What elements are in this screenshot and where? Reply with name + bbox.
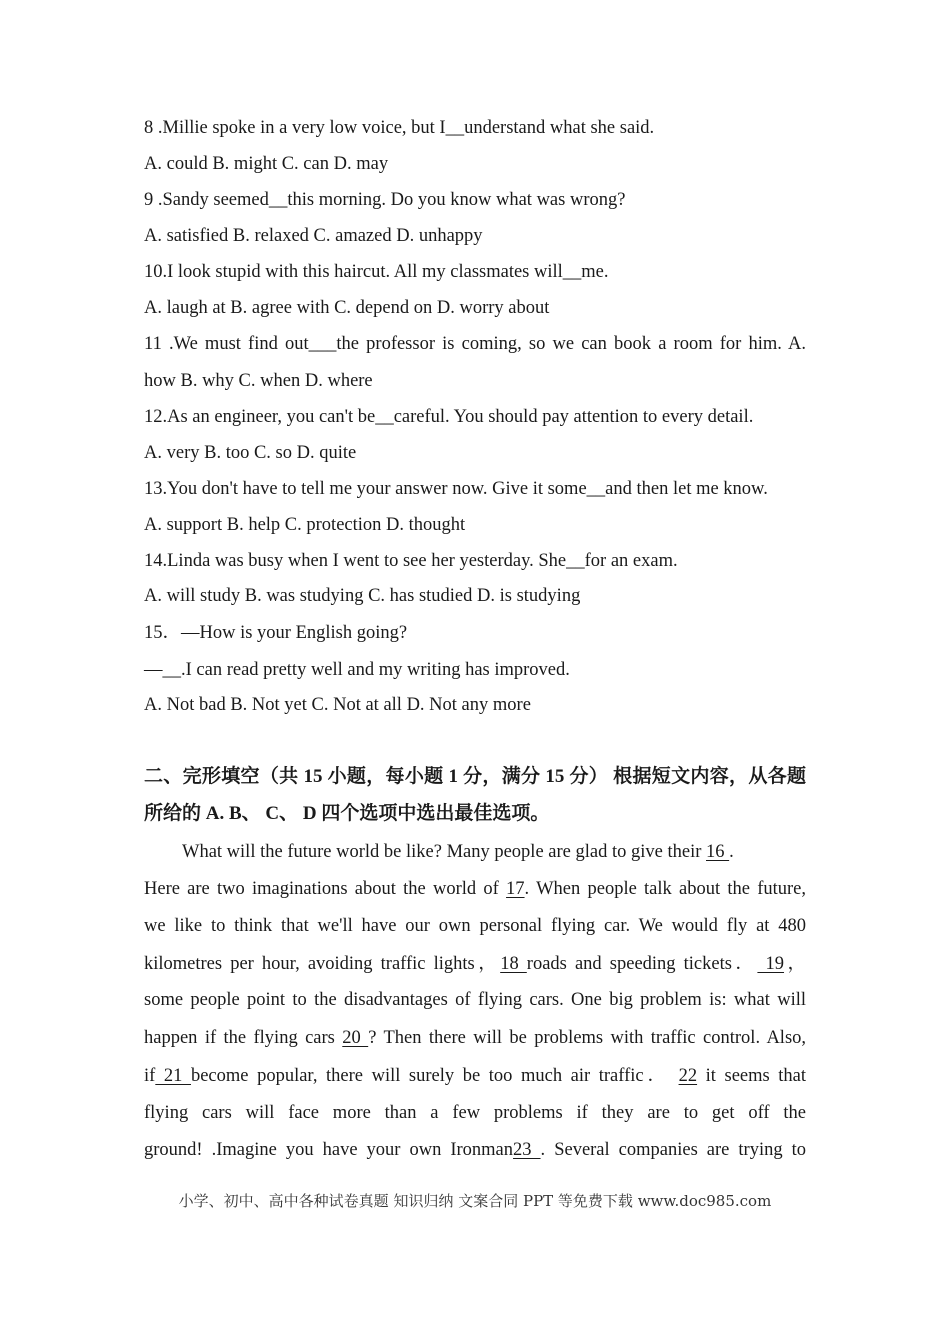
passage-text: Here are two imaginations about the world of: [144, 879, 507, 899]
passage-text: roads and speeding tickets．: [526, 954, 758, 974]
question-8: 8 .Millie spoke in a very low voice, but I__understand what she said.: [144, 118, 655, 138]
blank-22: 22: [678, 1066, 698, 1086]
passage-line: [144, 952, 806, 976]
blank-18: 18: [500, 954, 527, 974]
blank-19: 19: [757, 954, 785, 974]
passage-text: .: [729, 842, 734, 862]
blank-21: 21: [155, 1066, 191, 1086]
question-15-options: A. Not bad B. Not yet C. Not at all D. Not any more: [144, 695, 531, 715]
passage-text: happen if the flying cars: [144, 1028, 343, 1048]
question-15-reply: —__.I can read pretty well and my writing has improved.: [144, 660, 570, 680]
blank-17: 17: [506, 879, 525, 899]
question-10: 10.I look stupid with this haircut. All my classmates will__me.: [144, 262, 609, 282]
question-14: 14.Linda was busy when I went to see her yesterday. She__for an exam.: [144, 551, 678, 571]
passage-text: if: [144, 1066, 156, 1086]
passage-line: [144, 1064, 806, 1088]
passage-text: . Several companies are trying to: [540, 1140, 806, 1160]
section-heading-line2: 所给的 A. B、 C、 D 四个选项中选出最佳选项。: [144, 803, 550, 824]
passage-line: we like to think that we'll have our own personal flying car. We would fly at 480: [144, 916, 806, 936]
passage-line: [144, 877, 806, 901]
blank-16: 16: [706, 842, 730, 862]
passage-text: . When people talk about the future,: [524, 879, 806, 899]
question-12: 12.As an engineer, you can't be__careful. You should pay attention to every detail.: [144, 407, 754, 427]
question-13-options: A. support B. help C. protection D. thought: [144, 515, 466, 535]
question-9: 9 .Sandy seemed__this morning. Do you know what was wrong?: [144, 190, 626, 210]
passage-text: kilometres per hour, avoiding traffic lights，: [144, 954, 501, 974]
passage-text: become popular, there will surely be too much air traffic．: [190, 1066, 679, 1086]
section-heading: 二、完形填空（共 15 小题，每小题 1 分，满分 15 分） 根据短文内容，从各题: [144, 766, 806, 787]
blank-23: 23: [513, 1140, 541, 1160]
passage-text: ? Then there will be problems with traffic control. Also,: [368, 1028, 807, 1048]
question-13: 13.You don't have to tell me your answer now. Give it some__and then let me know.: [144, 479, 768, 499]
question-12-options: A. very B. too C. so D. quite: [144, 443, 357, 463]
passage-text: ground! .Imagine you have your own Ironman: [144, 1140, 514, 1160]
blank-20: 20: [342, 1028, 369, 1048]
passage-text: it seems that: [697, 1066, 807, 1086]
question-8-options: A. could B. might C. can D. may: [144, 154, 389, 174]
question-11: 11 .We must find out___the professor is coming, so we can book a room for him. A.: [144, 334, 806, 354]
passage-text: ，: [784, 954, 806, 974]
question-10-options: A. laugh at B. agree with C. depend on D. worry about: [144, 298, 550, 318]
page-footer: 小学、初中、高中各种试卷真题 知识归纳 文案合同 PPT 等免费下载 www.doc985.com: [178, 1192, 772, 1210]
question-15: 15．—How is your English going?: [144, 623, 408, 643]
passage-line: [144, 1026, 806, 1050]
passage-line: some people point to the disadvantages of flying cars. One big problem is: what will: [144, 990, 806, 1010]
passage-line: [144, 1138, 806, 1162]
question-14-options: A. will study B. was studying C. has studied D. is studying: [144, 586, 581, 606]
question-11-options: how B. why C. when D. where: [144, 371, 373, 391]
passage-line: [182, 840, 734, 864]
question-9-options: A. satisfied B. relaxed C. amazed D. unhappy: [144, 226, 483, 246]
passage-text: What will the future world be like? Many people are glad to give their: [182, 842, 706, 862]
passage-line: flying cars will face more than a few problems if they are to get off the: [144, 1103, 806, 1123]
